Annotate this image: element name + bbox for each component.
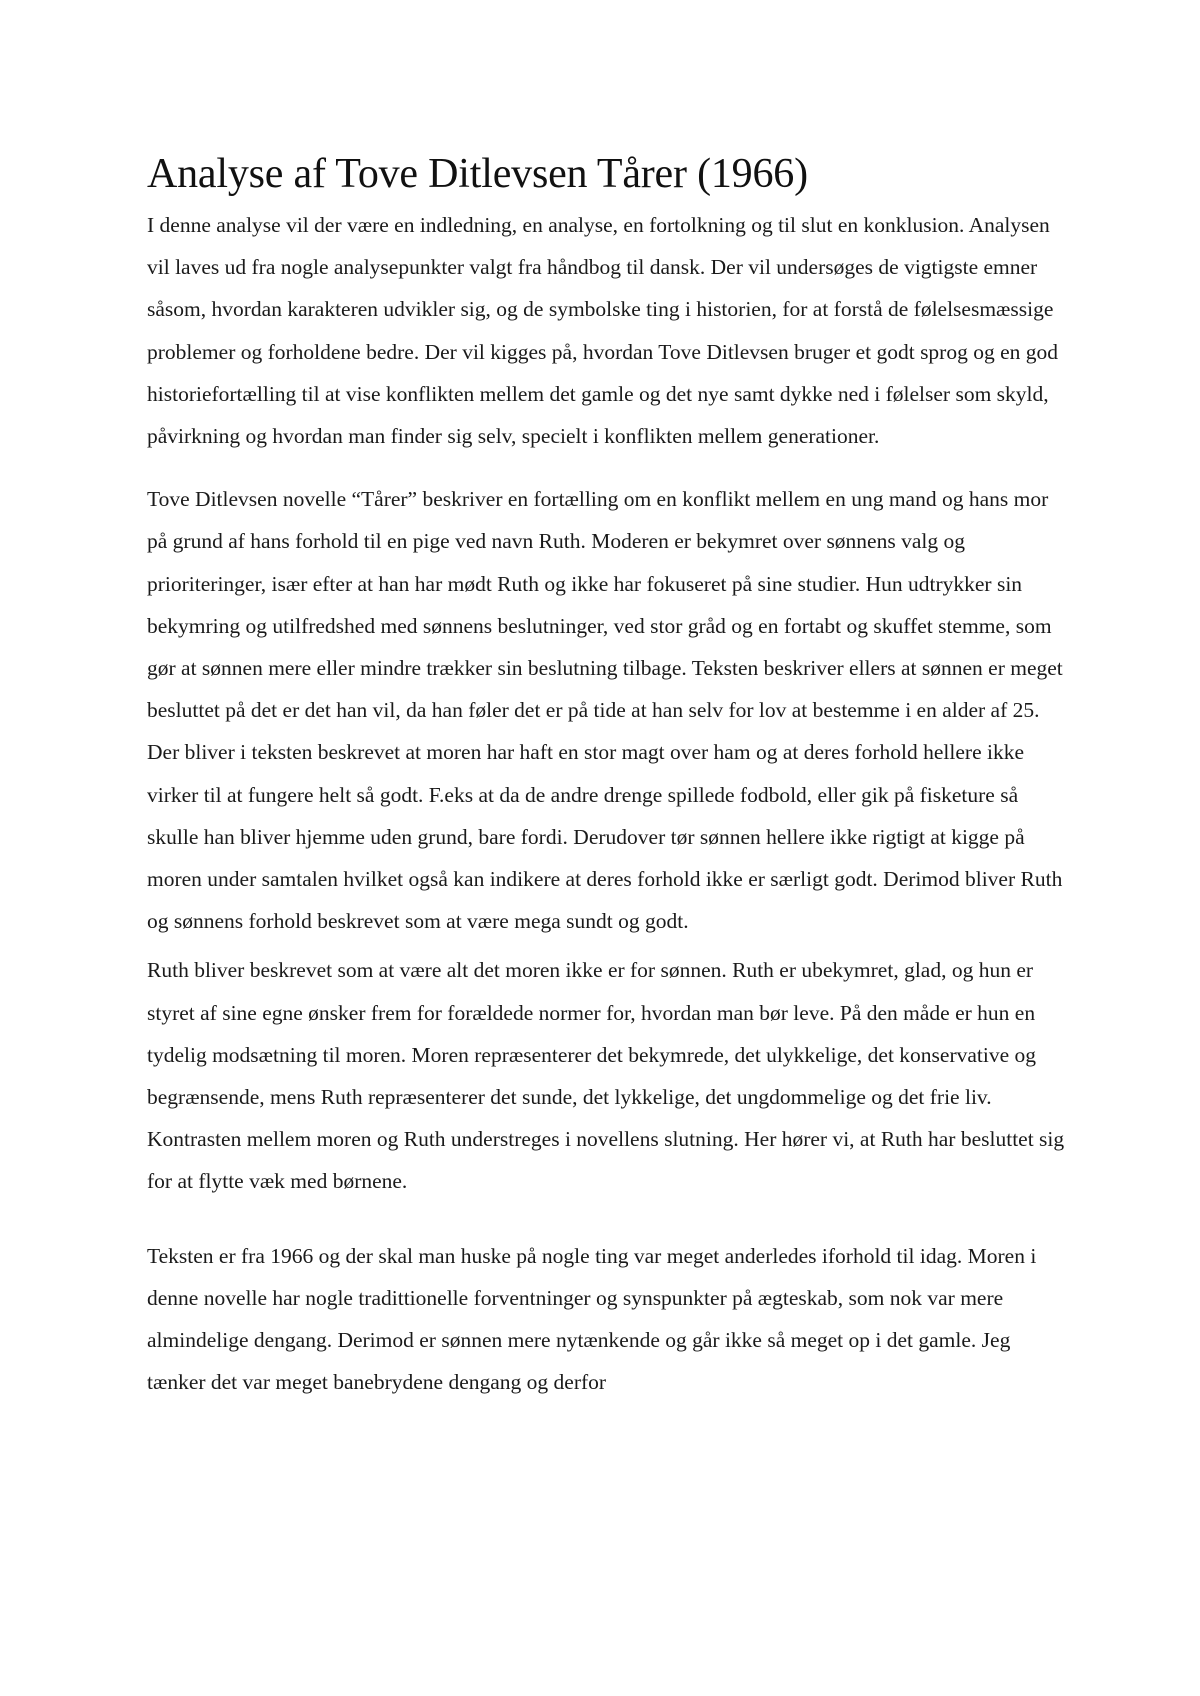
- document-title: Analyse af Tove Ditlevsen Tårer (1966): [147, 151, 808, 197]
- paragraph-ruth-description: Ruth bliver beskrevet som at være alt det moren ikke er for sønnen. Ruth er ubekymret, glad, og hun er styret af sine egne ønsker frem for forældede normer for, hvordan man bør leve. På den måde er hun en tydelig modsætning til moren. Moren repræsenterer det bekymrede, det ulykkelige, det konservative og begrænsende, mens Ruth repræsenterer det sunde, det lykkelige, det ungdommelige og det frie liv. Kontrasten mellem moren og Ruth understreges i novellens slutning. Her hører vi, at Ruth har besluttet sig for at flytte væk med børnene.: [147, 958, 1065, 1194]
- paragraph-historical-context: Teksten er fra 1966 og der skal man huske på nogle ting var meget anderledes iforhold til idag. Moren i denne novelle har nogle tradittionelle forventninger og synspunkter på ægteskab, som nok var mere almindelige dengang. Derimod er sønnen mere nytænkende og går ikke så meget op i det gamle. Jeg tænker det var meget banebrydene dengang og derfor: [147, 1243, 1037, 1395]
- document-body: [147, 146, 1069, 1403]
- paragraph-introduction: I denne analyse vil der være en indledning, en analyse, en fortolkning og til slut en konklusion. Analysen vil laves ud fra nogle analysepunkter valgt fra håndbog til dansk. Der vil undersøges de vigtigste emner såsom, hvordan karakteren udvikler sig, og de symbolske ting i historien, for at forstå de følelsesmæssige problemer og forholdene bedre. Der vil kigges på, hvordan Tove Ditlevsen bruger et godt sprog og en god historiefortælling til at vise konflikten mellem det gamle og det nye samt dykke ned i følelser som skyld, påvirkning og hvordan man finder sig selv, specielt i konflikten mellem generationer.: [147, 213, 1059, 449]
- paragraph-summary: Tove Ditlevsen novelle “Tårer” beskriver en fortælling om en konflikt mellem en ung mand og hans mor på grund af hans forhold til en pige ved navn Ruth. Moderen er bekymret over sønnens valg og prioriteringer, især efter at han har mødt Ruth og ikke har fokuseret på sine studier. Hun udtrykker sin bekymring og utilfredshed med sønnens beslutninger, ved stor gråd og en fortabt og skuffet stemme, som gør at sønnen mere eller mindre trækker sin beslutning tilbage. Teksten beskriver ellers at sønnen er meget besluttet på det er det han vil, da han føler det er på tide at han selv for lov at bestemme i en alder af 25. Der bliver i teksten beskrevet at moren har haft en stor magt over ham og at deres forhold hellere ikke virker til at fungere helt så godt. F.eks at da de andre drenge spillede fodbold, eller gik på fisketure så skulle han bliver hjemme uden grund, bare fordi. Derudover tør sønnen hellere ikke rigtigt at kigge på moren under samtalen hvilket også kan indikere at deres forhold ikke er særligt godt. Derimod bliver Ruth og sønnens forhold beskrevet som at være mega sundt og godt.: [147, 487, 1063, 934]
